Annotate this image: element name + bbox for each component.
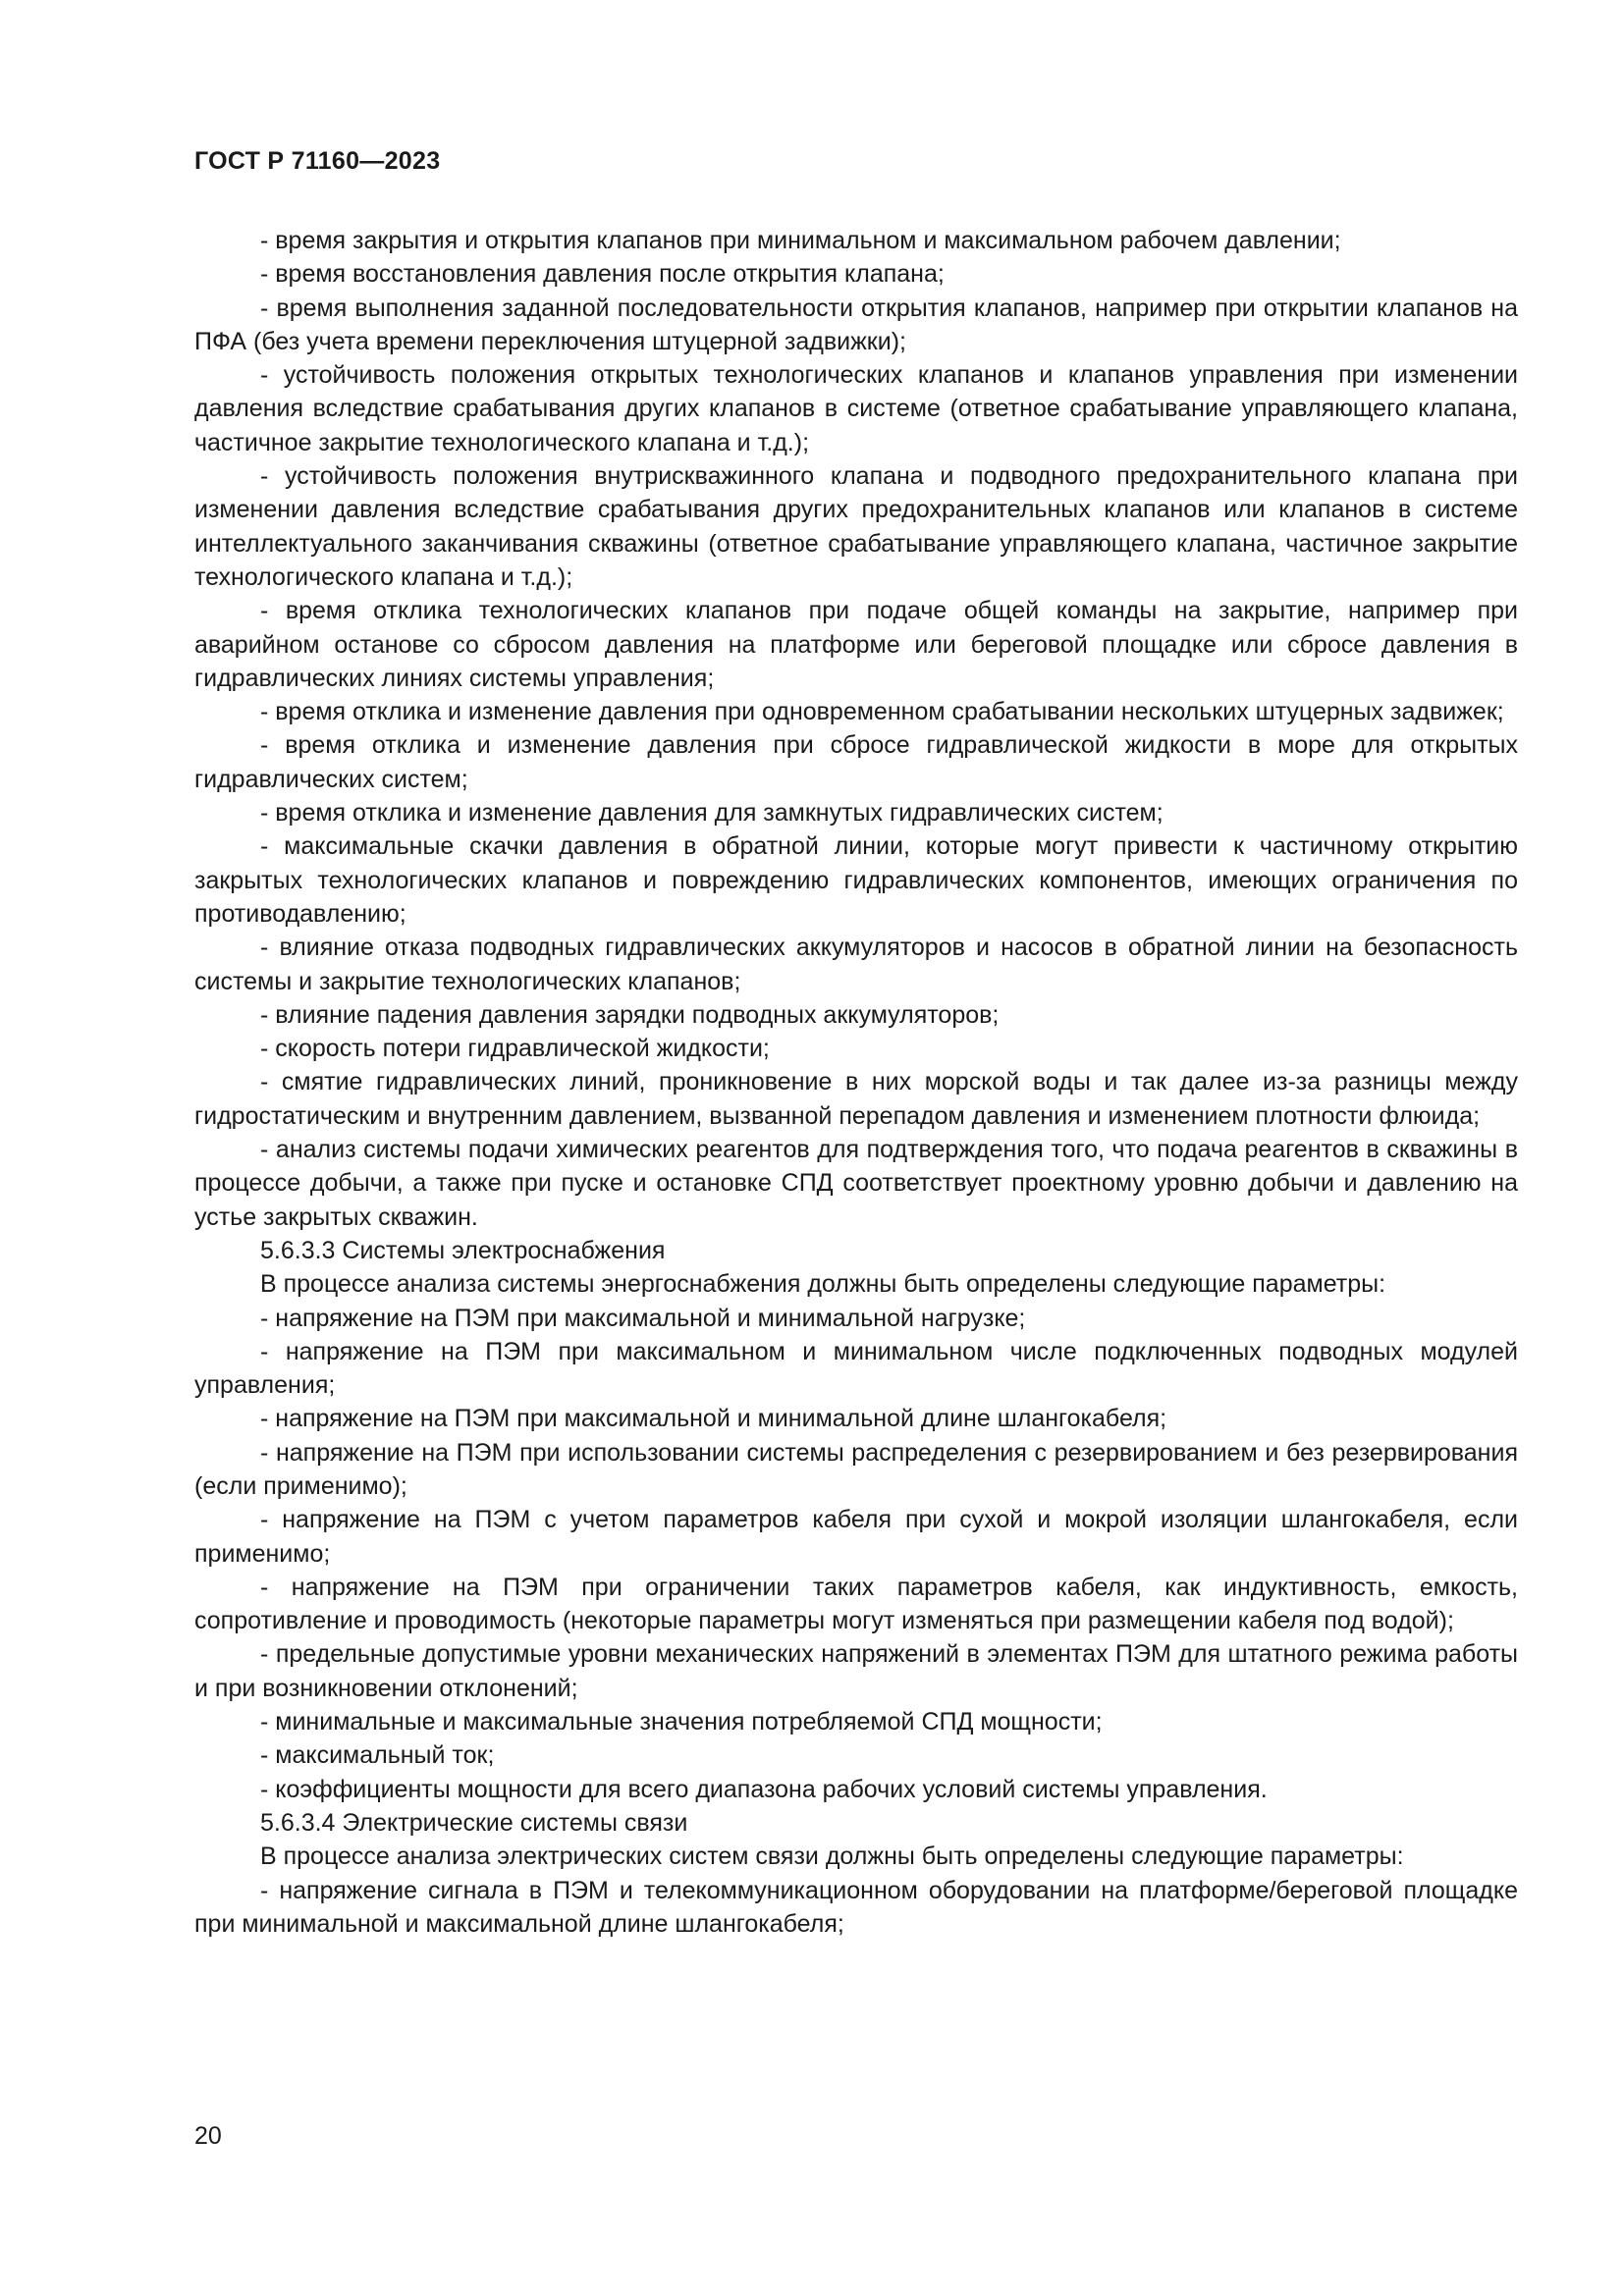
paragraph: - напряжение на ПЭМ при максимальном и минимальном числе подключенных подводных модулей управления; [194,1337,1518,1400]
paragraph: - время закрытия и открытия клапанов при минимальном и максимальном рабочем давлении; [260,227,1341,254]
paragraph: - время восстановления давления после открытия клапана; [260,260,945,289]
paragraph: - максимальный ток; [260,1741,495,1770]
paragraph: - устойчивость положения открытых технологических клапанов и клапанов управления при изменении давления вследствие срабатывания других клапанов в системе (ответное срабатывание управляющего клапана, частичное закрытие технологического клапана и т.д.); [194,361,1518,456]
paragraph: - анализ системы подачи химических реагентов для подтверждения того, что подача реагентов в скважины в процессе добычи, а также при пуске и остановке СПД соответствует проектному уровню добычи и давлению на устье закрытых скважин. [194,1136,1518,1231]
section-heading: 5.6.3.4 Электрические системы связи [260,1808,688,1837]
paragraph: В процессе анализа электрических систем связи должны быть определены следующие параметры: [260,1842,1404,1871]
paragraph: - влияние падения давления зарядки подводных аккумуляторов; [260,1000,1000,1029]
paragraph: - время отклика и изменение давления при одновременном срабатывании нескольких штуцерных задвижек; [260,698,1504,726]
paragraph: - скорость потери гидравлической жидкости; [260,1035,770,1063]
paragraph: - коэффициенты мощности для всего диапазона рабочих условий системы управления. [260,1775,1268,1803]
paragraph: - время отклика и изменение давления для замкнутых гидравлических систем; [260,799,1164,828]
document-header: ГОСТ Р 71160—2023 [194,147,441,175]
paragraph: - влияние отказа подводных гидравлических аккумуляторов и насосов в обратной линии на безопасность системы и закрытие технологических клапанов; [194,934,1518,995]
document-body [194,224,1518,1941]
paragraph: - максимальные скачки давления в обратной линии, которые могут привести к частичному открытию закрытых технологических клапанов и повреждению гидравлических компонентов, имеющих ограничения по противодавлению; [194,832,1518,928]
paragraph: - напряжение на ПЭМ при использовании системы распределения с резервированием и без резервирования (если применимо); [194,1438,1518,1500]
section-heading: 5.6.3.3 Системы электроснабжения [260,1236,666,1264]
paragraph: В процессе анализа системы энергоснабжения должны быть определены следующие параметры: [260,1270,1386,1299]
paragraph: - время выполнения заданной последовательности открытия клапанов, например при открытии клапанов на ПФА (без учета времени переключения штуцерной задвижки); [194,294,1518,355]
paragraph: - напряжение сигнала в ПЭМ и телекоммуникационном оборудовании на платформе/береговой площадке при минимальной и максимальной длине шлангокабеля; [194,1876,1518,1938]
paragraph: - напряжение на ПЭМ при максимальной и минимальной нагрузке; [260,1304,1026,1332]
paragraph: - минимальные и максимальные значения потребляемой СПД мощности; [260,1708,1103,1736]
paragraph: - напряжение на ПЭМ с учетом параметров кабеля при сухой и мокрой изоляции шлангокабеля, если применимо; [194,1506,1518,1568]
paragraph: - время отклика и изменение давления при сбросе гидравлической жидкости в море для открытых гидравлических систем; [194,731,1518,793]
paragraph: - устойчивость положения внутрискважинного клапана и подводного предохранительного клапана при изменении давления вследствие срабатывания других предохранительных клапанов или клапанов в системе интеллектуального заканчивания скважины (ответное срабатывание управляющего клапана, частичное закрытие технологического клапана и т.д.); [194,462,1518,591]
paragraph: - смятие гидравлических линий, проникновение в них морской воды и так далее из-за разницы между гидростатическим и внутренним давлением, вызванной перепадом давления и изменением плотности флюида; [194,1068,1518,1130]
paragraph: - напряжение на ПЭМ при ограничении таких параметров кабеля, как индуктивность, емкость, сопротивление и проводимость (некоторые параметры могут изменяться при размещении кабеля под водой); [194,1573,1518,1635]
paragraph: - напряжение на ПЭМ при максимальной и минимальной длине шлангокабеля; [260,1405,1167,1433]
paragraph: - время отклика технологических клапанов при подаче общей команды на закрытие, например при аварийном останове со сбросом давления на платформе или береговой площадке или сбросе давления в гидравлических линиях системы управления; [194,597,1518,692]
paragraph: - предельные допустимые уровни механических напряжений в элементах ПЭМ для штатного режима работы и при возникновении отклонений; [194,1640,1518,1702]
page-number: 20 [194,2122,222,2150]
